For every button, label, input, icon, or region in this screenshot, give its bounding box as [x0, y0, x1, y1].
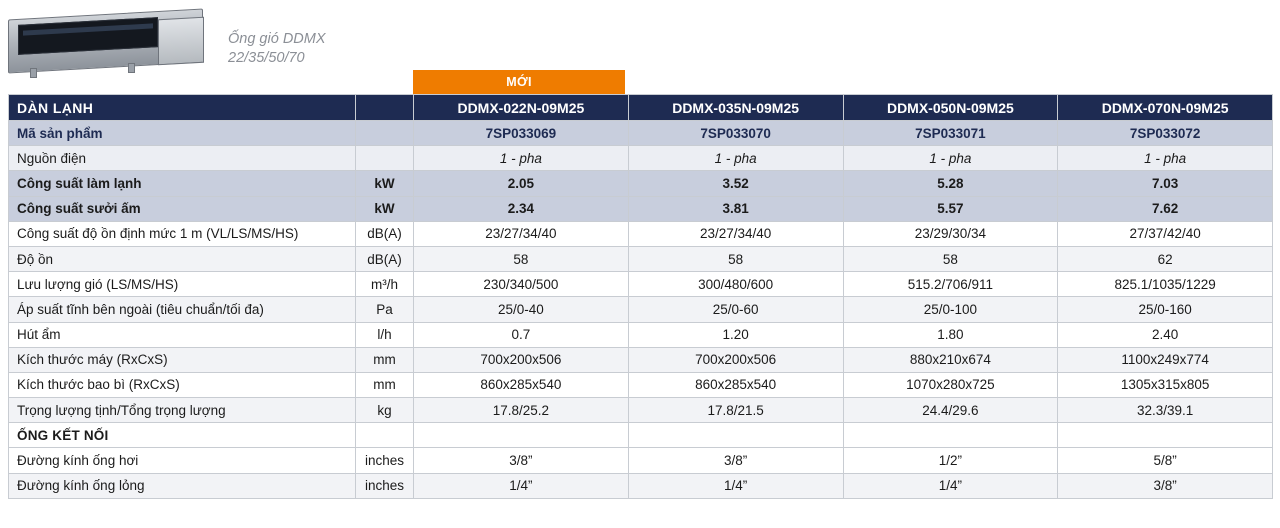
row-value: 515.2/706/911 — [843, 272, 1058, 297]
section-title: ỐNG KẾT NỐI — [9, 423, 356, 448]
table-row — [9, 473, 1273, 498]
section-spacer — [414, 423, 629, 448]
row-unit — [356, 146, 414, 171]
row-unit: kW — [356, 196, 414, 221]
table-header-row — [9, 95, 1273, 121]
row-value: 1/4” — [628, 473, 843, 498]
row-value: 7.03 — [1058, 171, 1273, 196]
row-unit: dB(A) — [356, 221, 414, 246]
table-row — [9, 221, 1273, 246]
row-value: 700x200x506 — [414, 347, 629, 372]
row-unit: mm — [356, 347, 414, 372]
row-value: 25/0-100 — [843, 297, 1058, 322]
row-value: 3/8” — [414, 448, 629, 473]
row-label: Đường kính ống lỏng — [9, 473, 356, 498]
row-value: 23/29/30/34 — [843, 221, 1058, 246]
row-value: 2.34 — [414, 196, 629, 221]
row-value: 17.8/25.2 — [414, 398, 629, 423]
duct-unit-bracket — [128, 63, 135, 73]
row-value: 700x200x506 — [628, 347, 843, 372]
row-label: Nguồn điện — [9, 146, 356, 171]
row-label: Trọng lượng tịnh/Tổng trọng lượng — [9, 398, 356, 423]
caption-line-1: Ống gió DDMX — [228, 31, 326, 47]
row-unit: m³/h — [356, 272, 414, 297]
section-spacer — [628, 423, 843, 448]
caption-line-2: 22/35/50/70 — [228, 50, 305, 66]
row-unit — [356, 121, 414, 146]
row-value: 1 - pha — [843, 146, 1058, 171]
column-header-model-4: DDMX-070N-09M25 — [1058, 95, 1273, 121]
header-area — [0, 0, 1280, 92]
row-unit: mm — [356, 372, 414, 397]
row-value: 24.4/29.6 — [843, 398, 1058, 423]
row-label: Kích thước máy (RxCxS) — [9, 347, 356, 372]
row-value: 1 - pha — [1058, 146, 1273, 171]
row-value: 7SP033072 — [1058, 121, 1273, 146]
row-unit: kW — [356, 171, 414, 196]
row-value: 1070x280x725 — [843, 372, 1058, 397]
table-row — [9, 171, 1273, 196]
table-row — [9, 196, 1273, 221]
row-value: 23/27/34/40 — [414, 221, 629, 246]
row-value: 1.20 — [628, 322, 843, 347]
row-value: 25/0-60 — [628, 297, 843, 322]
row-value: 27/37/42/40 — [1058, 221, 1273, 246]
row-value: 230/340/500 — [414, 272, 629, 297]
new-badge: MỚI — [413, 70, 625, 94]
row-value: 1/4” — [414, 473, 629, 498]
row-value: 1.80 — [843, 322, 1058, 347]
row-unit: inches — [356, 473, 414, 498]
row-unit: Pa — [356, 297, 414, 322]
section-unit-spacer — [356, 423, 414, 448]
row-value: 1305x315x805 — [1058, 372, 1273, 397]
row-value: 1/4” — [843, 473, 1058, 498]
row-value: 1 - pha — [628, 146, 843, 171]
row-unit: kg — [356, 398, 414, 423]
column-header-label: DÀN LẠNH — [9, 95, 356, 121]
row-value: 58 — [628, 246, 843, 271]
row-value: 860x285x540 — [414, 372, 629, 397]
duct-unit-bracket — [30, 68, 37, 78]
row-value: 58 — [414, 246, 629, 271]
table-row — [9, 448, 1273, 473]
row-value: 0.7 — [414, 322, 629, 347]
row-value: 1/2” — [843, 448, 1058, 473]
product-photo — [8, 6, 213, 78]
row-unit: dB(A) — [356, 246, 414, 271]
row-label: Lưu lượng gió (LS/MS/HS) — [9, 272, 356, 297]
table-row — [9, 246, 1273, 271]
row-value: 7SP033071 — [843, 121, 1058, 146]
row-value: 860x285x540 — [628, 372, 843, 397]
row-value: 880x210x674 — [843, 347, 1058, 372]
row-value: 825.1/1035/1229 — [1058, 272, 1273, 297]
section-spacer — [1058, 423, 1273, 448]
row-value: 5/8” — [1058, 448, 1273, 473]
row-value: 300/480/600 — [628, 272, 843, 297]
table-row — [9, 121, 1273, 146]
row-label: Công suất độ ồn định mức 1 m (VL/LS/MS/HS) — [9, 221, 356, 246]
row-value: 7SP033070 — [628, 121, 843, 146]
row-value: 58 — [843, 246, 1058, 271]
table-row — [9, 272, 1273, 297]
duct-unit-side-panel — [158, 17, 204, 66]
column-header-model-1: DDMX-022N-09M25 — [414, 95, 629, 121]
row-value: 2.05 — [414, 171, 629, 196]
row-value: 3.81 — [628, 196, 843, 221]
table-row — [9, 146, 1273, 171]
row-value: 62 — [1058, 246, 1273, 271]
row-value: 3/8” — [1058, 473, 1273, 498]
row-value: 5.28 — [843, 171, 1058, 196]
row-value: 25/0-40 — [414, 297, 629, 322]
row-value: 25/0-160 — [1058, 297, 1273, 322]
table-row — [9, 297, 1273, 322]
row-value: 1100x249x774 — [1058, 347, 1273, 372]
row-value: 3.52 — [628, 171, 843, 196]
row-label: Đường kính ống hơi — [9, 448, 356, 473]
column-header-model-2: DDMX-035N-09M25 — [628, 95, 843, 121]
row-value: 3/8” — [628, 448, 843, 473]
row-label: Mã sản phẩm — [9, 121, 356, 146]
row-label: Công suất sưởi ấm — [9, 196, 356, 221]
specifications-table — [8, 94, 1273, 499]
column-header-unit — [356, 95, 414, 121]
section-spacer — [843, 423, 1058, 448]
product-caption — [228, 30, 326, 68]
row-label: Kích thước bao bì (RxCxS) — [9, 372, 356, 397]
section-heading-row — [9, 423, 1273, 448]
row-label: Áp suất tĩnh bên ngoài (tiêu chuẩn/tối đa) — [9, 297, 356, 322]
row-label: Hút ẩm — [9, 322, 356, 347]
row-value: 7SP033069 — [414, 121, 629, 146]
table-row — [9, 372, 1273, 397]
row-value: 2.40 — [1058, 322, 1273, 347]
row-label: Độ ồn — [9, 246, 356, 271]
row-value: 5.57 — [843, 196, 1058, 221]
table-row — [9, 322, 1273, 347]
table-body — [9, 95, 1273, 499]
row-value: 7.62 — [1058, 196, 1273, 221]
row-unit: inches — [356, 448, 414, 473]
row-value: 1 - pha — [414, 146, 629, 171]
column-header-model-3: DDMX-050N-09M25 — [843, 95, 1058, 121]
table-row — [9, 347, 1273, 372]
row-value: 23/27/34/40 — [628, 221, 843, 246]
row-value: 32.3/39.1 — [1058, 398, 1273, 423]
table-row — [9, 398, 1273, 423]
row-label: Công suất làm lạnh — [9, 171, 356, 196]
row-unit: l/h — [356, 322, 414, 347]
row-value: 17.8/21.5 — [628, 398, 843, 423]
